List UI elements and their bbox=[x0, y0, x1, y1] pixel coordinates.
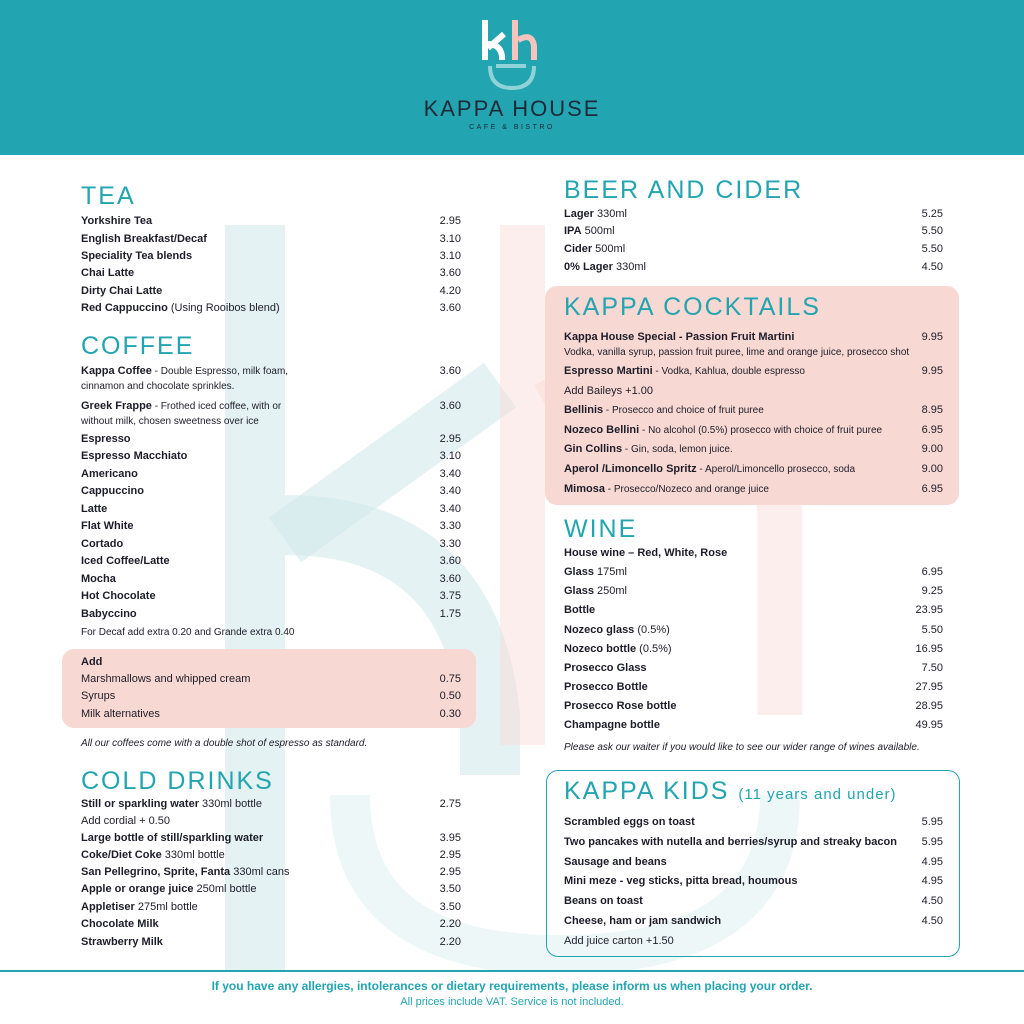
add-item: Marshmallows and whipped cream bbox=[81, 673, 251, 685]
menu-item: Scrambled eggs on toast bbox=[564, 816, 695, 828]
item-price: 2.20 bbox=[439, 936, 461, 948]
item-price: 16.95 bbox=[915, 643, 943, 655]
item-price: 3.60 bbox=[439, 573, 461, 585]
beer-cider-title: BEER AND CIDER bbox=[564, 176, 804, 204]
item-price: 4.95 bbox=[921, 856, 943, 868]
item-price: 3.10 bbox=[439, 250, 461, 262]
item-price: 3.50 bbox=[439, 901, 461, 913]
item-price: 49.95 bbox=[915, 719, 943, 731]
menu-item: Champagne bottle bbox=[564, 719, 660, 731]
item-price: 5.25 bbox=[921, 208, 943, 220]
menu-item: Still or sparkling water 330ml bottle bbox=[81, 798, 262, 810]
menu-item: Two pancakes with nutella and berries/syrup and streaky bacon bbox=[564, 836, 897, 848]
item-price: 3.75 bbox=[439, 590, 461, 602]
item-price: 2.95 bbox=[439, 215, 461, 227]
item-price: 3.10 bbox=[439, 233, 461, 245]
item-price: 3.40 bbox=[439, 485, 461, 497]
kids-subtitle: (11 years and under) bbox=[738, 786, 897, 803]
item-price: 1.75 bbox=[439, 608, 461, 620]
menu-item: Mini meze - veg sticks, pitta bread, houmous bbox=[564, 875, 798, 887]
vat-notice: All prices include VAT. Service is not included. bbox=[400, 996, 624, 1008]
item-price: 2.95 bbox=[439, 866, 461, 878]
menu-item: Nozeco bottle (0.5%) bbox=[564, 643, 672, 655]
menu-item: Prosecco Glass bbox=[564, 662, 647, 674]
menu-item: Chai Latte bbox=[81, 267, 135, 279]
menu-item: Glass 175ml bbox=[564, 566, 627, 578]
item-price: 0.50 bbox=[439, 690, 461, 702]
menu-item: Strawberry Milk bbox=[81, 936, 163, 948]
item-price: 9.25 bbox=[921, 585, 943, 597]
footer-divider bbox=[0, 970, 1024, 972]
item-price: 3.30 bbox=[439, 520, 461, 532]
menu-item: Chocolate Milk bbox=[81, 918, 159, 930]
menu-item: 0% Lager 330ml bbox=[564, 261, 646, 273]
menu-item: Espresso Martini - Vodka, Kahlua, double espresso bbox=[564, 365, 805, 377]
cocktails-title: KAPPA COCKTAILS bbox=[564, 293, 821, 321]
item-price: 2.20 bbox=[439, 918, 461, 930]
add-item: Syrups bbox=[81, 690, 116, 702]
item-price: 23.95 bbox=[915, 604, 943, 616]
item-price: 4.50 bbox=[921, 261, 943, 273]
kappa-house-logo bbox=[470, 14, 554, 94]
menu-item: Mocha bbox=[81, 573, 116, 585]
menu-item: Dirty Chai Latte bbox=[81, 285, 163, 297]
menu-item: Hot Chocolate bbox=[81, 590, 156, 602]
item-description: without milk, chosen sweetness over ice bbox=[81, 416, 259, 427]
item-price: 6.95 bbox=[921, 566, 943, 578]
menu-item: Speciality Tea blends bbox=[81, 250, 193, 262]
item-price: 5.95 bbox=[921, 836, 943, 848]
menu-item: Prosecco Rose bottle bbox=[564, 700, 677, 712]
item-description: Vodka, vanilla syrup, passion fruit puree, lime and orange juice, prosecco shot bbox=[564, 347, 910, 358]
menu-item: Yorkshire Tea bbox=[81, 215, 153, 227]
item-price: 2.95 bbox=[439, 433, 461, 445]
menu-item: Glass 250ml bbox=[564, 585, 627, 597]
item-price: 9.95 bbox=[921, 331, 943, 343]
menu-item: Kappa Coffee - Double Espresso, milk foam, bbox=[81, 365, 289, 377]
menu-item: Kappa House Special - Passion Fruit Martini bbox=[564, 331, 795, 343]
menu-item: Cappuccino bbox=[81, 485, 144, 497]
menu-item: Cortado bbox=[81, 538, 124, 550]
menu-item: Flat White bbox=[81, 520, 134, 532]
item-price: 4.95 bbox=[921, 875, 943, 887]
item-price: 4.20 bbox=[439, 285, 461, 297]
item-price: 6.95 bbox=[921, 424, 943, 436]
menu-item: Cheese, ham or jam sandwich bbox=[564, 915, 722, 927]
menu-item: Espresso Macchiato bbox=[81, 450, 188, 462]
item-price: 4.50 bbox=[921, 915, 943, 927]
menu-item: Lager 330ml bbox=[564, 208, 627, 220]
item-price: 3.60 bbox=[439, 302, 461, 314]
menu-item: Aperol /Limoncello Spritz - Aperol/Limoncello prosecco, soda bbox=[564, 463, 856, 475]
item-price: 4.50 bbox=[921, 895, 943, 907]
item-price: 5.50 bbox=[921, 225, 943, 237]
menu-item: Cider 500ml bbox=[564, 243, 626, 255]
menu-item: Mimosa - Prosecco/Nozeco and orange juice bbox=[564, 483, 769, 495]
decaf-note: For Decaf add extra 0.20 and Grande extra 0.40 bbox=[81, 627, 295, 638]
menu-item: Greek Frappe - Frothed iced coffee, with or bbox=[81, 400, 282, 412]
menu-item: Iced Coffee/Latte bbox=[81, 555, 170, 567]
item-price: 9.95 bbox=[921, 365, 943, 377]
menu-item: Red Cappuccino (Using Rooibos blend) bbox=[81, 302, 280, 314]
allergy-notice: If you have any allergies, intolerances or dietary requirements, please inform us when placing your order. bbox=[211, 979, 813, 993]
item-price: 3.60 bbox=[439, 555, 461, 567]
item-price: 0.75 bbox=[439, 673, 461, 685]
add-title: Add bbox=[81, 656, 103, 668]
wine-footnote: Please ask our waiter if you would like to see our wider range of wines available. bbox=[564, 742, 920, 753]
coffee-title: COFFEE bbox=[81, 332, 195, 360]
menu-item: Add Baileys +1.00 bbox=[564, 385, 653, 397]
menu-item: San Pellegrino, Sprite, Fanta 330ml cans bbox=[81, 866, 290, 878]
kids-extra: Add juice carton +1.50 bbox=[564, 935, 674, 947]
item-price: 27.95 bbox=[915, 681, 943, 693]
item-price: 6.95 bbox=[921, 483, 943, 495]
item-price: 9.00 bbox=[921, 443, 943, 455]
menu-item: English Breakfast/Decaf bbox=[81, 233, 207, 245]
menu-item: Prosecco Bottle bbox=[564, 681, 648, 693]
item-price: 3.50 bbox=[439, 883, 461, 895]
tea-title: TEA bbox=[81, 182, 136, 210]
item-price: 3.40 bbox=[439, 468, 461, 480]
menu-item: Coke/Diet Coke 330ml bottle bbox=[81, 849, 225, 861]
add-item: Milk alternatives bbox=[81, 708, 160, 720]
item-price: 2.75 bbox=[439, 798, 461, 810]
item-description: cinnamon and chocolate sprinkles. bbox=[81, 381, 235, 392]
menu-item: Latte bbox=[81, 503, 108, 515]
menu-item: Espresso bbox=[81, 433, 131, 445]
item-price: 3.30 bbox=[439, 538, 461, 550]
menu-item: Nozeco glass (0.5%) bbox=[564, 624, 670, 636]
menu-item: Beans on toast bbox=[564, 895, 643, 907]
menu-item: Bellinis - Prosecco and choice of fruit puree bbox=[564, 404, 764, 416]
menu-item: Bottle bbox=[564, 604, 596, 616]
item-price: 5.50 bbox=[921, 624, 943, 636]
item-price: 28.95 bbox=[915, 700, 943, 712]
menu-item: Sausage and beans bbox=[564, 856, 667, 868]
item-price: 3.60 bbox=[439, 267, 461, 279]
header-banner bbox=[0, 0, 1024, 155]
item-price: 2.95 bbox=[439, 849, 461, 861]
kids-title: KAPPA KIDS (11 years and under) bbox=[564, 777, 897, 805]
menu-item: Large bottle of still/sparkling water bbox=[81, 832, 264, 844]
menu-item: Appletiser 275ml bottle bbox=[81, 901, 198, 913]
cold-drinks-title: COLD DRINKS bbox=[81, 767, 274, 795]
item-price: 9.00 bbox=[921, 463, 943, 475]
menu-item: Nozeco Bellini - No alcohol (0.5%) prosecco with choice of fruit puree bbox=[564, 424, 883, 436]
brand-name: KAPPA HOUSE bbox=[423, 96, 601, 121]
item-price: 3.95 bbox=[439, 832, 461, 844]
item-price: 5.95 bbox=[921, 816, 943, 828]
coffee-footnote: All our coffees come with a double shot of espresso as standard. bbox=[81, 738, 368, 749]
menu-item: Babyccino bbox=[81, 608, 137, 620]
item-price: 8.95 bbox=[921, 404, 943, 416]
menu-item: Gin Collins - Gin, soda, lemon juice. bbox=[564, 443, 733, 455]
menu-item: Americano bbox=[81, 468, 138, 480]
wine-subtitle: House wine – Red, White, Rose bbox=[564, 547, 728, 559]
menu-item: Add cordial + 0.50 bbox=[81, 815, 170, 827]
item-price: 0.30 bbox=[439, 708, 461, 720]
item-price: 7.50 bbox=[921, 662, 943, 674]
item-price: 3.40 bbox=[439, 503, 461, 515]
item-price: 5.50 bbox=[921, 243, 943, 255]
menu-item: Apple or orange juice 250ml bottle bbox=[81, 883, 257, 895]
wine-title: WINE bbox=[564, 515, 638, 543]
item-price: 3.60 bbox=[439, 400, 461, 412]
brand-tagline: CAFE & BISTRO bbox=[469, 124, 555, 131]
menu-item: IPA 500ml bbox=[564, 225, 615, 237]
item-price: 3.60 bbox=[439, 365, 461, 377]
item-price: 3.10 bbox=[439, 450, 461, 462]
